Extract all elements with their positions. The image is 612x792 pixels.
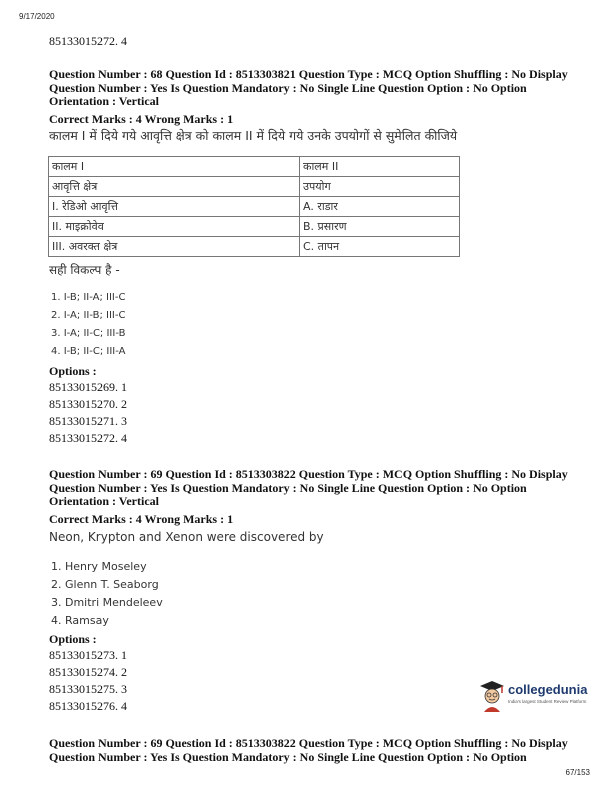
- q68-match-table: [48, 156, 460, 257]
- table-row: [49, 197, 460, 217]
- table-cell: कालम II: [300, 157, 460, 177]
- student-mascot-icon: [478, 678, 506, 714]
- q69-option-3: 85133015275. 3: [49, 682, 127, 696]
- q68-option-3: 85133015271. 3: [49, 414, 127, 428]
- q69-header-line1: Question Number : 69 Question Id : 8513303822 Question Type : MCQ Option Shuffling : No Display: [49, 467, 568, 481]
- q69-choice-2: 2. Glenn T. Seaborg: [51, 578, 159, 591]
- option-line: 85133015272. 4: [49, 34, 127, 48]
- q68-header-line2: Question Number : Yes Is Question Mandatory : No Single Line Question Option : No Option: [49, 80, 527, 95]
- q68-choice-3: 3. I-A; II-C; III-B: [51, 328, 126, 339]
- q69b-header: [49, 737, 589, 764]
- table-row: [49, 177, 460, 197]
- page-number: 67/153: [565, 768, 590, 777]
- q69-header: [49, 468, 589, 509]
- header-date: 9/17/2020: [19, 12, 55, 21]
- table-cell: B. प्रसारण: [300, 217, 460, 237]
- q69-option-2: 85133015274. 2: [49, 665, 127, 679]
- q69-choice-3: 3. Dmitri Mendeleev: [51, 596, 163, 609]
- logo-tagline: India's largest Student Review Platform: [508, 699, 587, 704]
- q68-header-line1: Question Number : 68 Question Id : 8513303821 Question Type : MCQ Option Shuffling : No Display: [49, 67, 568, 81]
- q68-sahi: सही विकल्प है -: [49, 263, 120, 277]
- collegedunia-logo: [478, 678, 588, 718]
- table-row: [49, 217, 460, 237]
- table-cell: III. अवरक्त क्षेत्र: [49, 237, 300, 257]
- table-cell: C. तापन: [300, 237, 460, 257]
- q68-header: [49, 68, 589, 109]
- q69-question: Neon, Krypton and Xenon were discovered by: [49, 530, 324, 544]
- q69-option-4: 85133015276. 4: [49, 699, 127, 713]
- q68-choice-1: 1. I-B; II-A; III-C: [51, 292, 126, 303]
- logo-name: collegedunia: [508, 682, 588, 697]
- q68-options-label: Options :: [49, 364, 97, 378]
- table-row: [49, 237, 460, 257]
- q68-option-2: 85133015270. 2: [49, 397, 127, 411]
- table-cell: आवृत्ति क्षेत्र: [49, 177, 300, 197]
- q69-header-line3: Orientation : Vertical: [49, 494, 159, 508]
- q68-option-4: 85133015272. 4: [49, 431, 127, 445]
- table-cell: I. रेडिओ आवृत्ति: [49, 197, 300, 217]
- q69-choice-1: 1. Henry Moseley: [51, 560, 147, 573]
- table-cell: उपयोग: [300, 177, 460, 197]
- q68-choice-4: 4. I-B; II-C; III-A: [51, 346, 126, 357]
- table-row: [49, 157, 460, 177]
- q69-marks: Correct Marks : 4 Wrong Marks : 1: [49, 512, 234, 526]
- q68-choice-2: 2. I-A; II-B; III-C: [51, 310, 126, 321]
- q69b-header-line1: Question Number : 69 Question Id : 8513303822 Question Type : MCQ Option Shuffling : No Display: [49, 736, 568, 750]
- q69-options-label: Options :: [49, 632, 97, 646]
- table-cell: II. माइक्रोवेव: [49, 217, 300, 237]
- q68-question: कालम I में दिये गये आवृत्ति क्षेत्र को कालम II में दिये गये उनके उपयोगों से सुमेलित कीजिये: [49, 128, 458, 143]
- table-cell: कालम I: [49, 157, 300, 177]
- q68-header-line3: Orientation : Vertical: [49, 94, 159, 108]
- q69b-header-line2: Question Number : Yes Is Question Mandatory : No Single Line Question Option : No Option: [49, 749, 527, 764]
- q69-option-1: 85133015273. 1: [49, 648, 127, 662]
- table-cell: A. राडार: [300, 197, 460, 217]
- q68-marks: Correct Marks : 4 Wrong Marks : 1: [49, 112, 234, 126]
- q69-choice-4: 4. Ramsay: [51, 614, 109, 627]
- q69-header-line2: Question Number : Yes Is Question Mandatory : No Single Line Question Option : No Option: [49, 480, 527, 495]
- q68-option-1: 85133015269. 1: [49, 380, 127, 394]
